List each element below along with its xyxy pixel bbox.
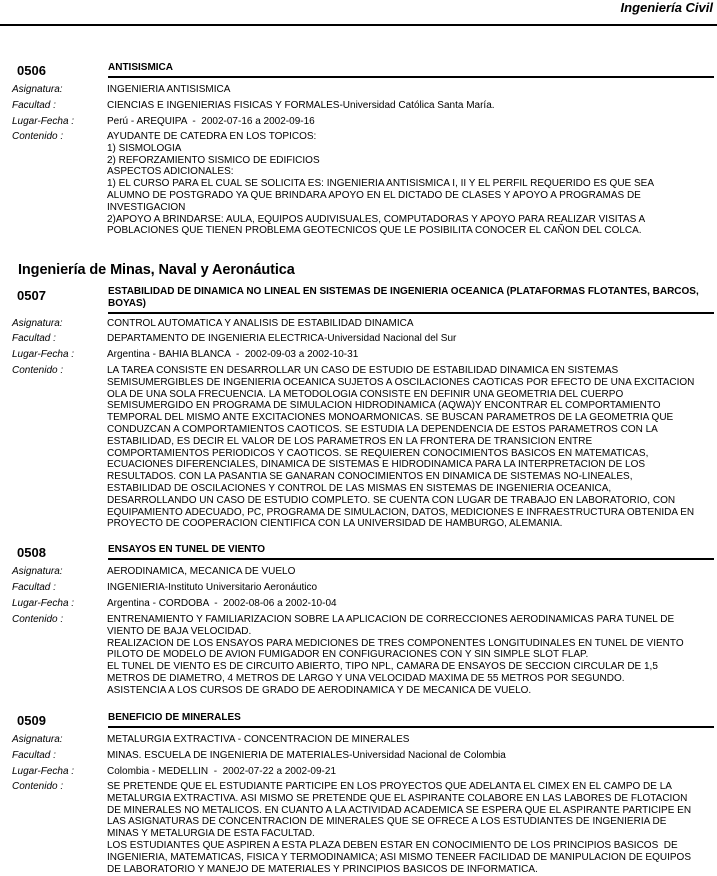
label-facultad: Facultad :	[12, 333, 56, 344]
value-lugar-fecha: Colombia - MEDELLIN - 2002-07-22 a 2002-09-21	[107, 766, 337, 777]
label-contenido: Contenido :	[12, 365, 64, 376]
page-header	[0, 0, 717, 26]
label-contenido: Contenido :	[12, 781, 64, 792]
label-asignatura: Asignatura:	[12, 734, 63, 745]
value-contenido: LA TAREA CONSISTE EN DESARROLLAR UN CASO DE ESTUDIO DE ESTABILIDAD DINAMICA EN SISTEMAS SEMISUMERGIBLES DE INGENIERIA OCEANICA SUJETOS A OSCILACIONES CAOTICAS POR EFECTO DE UNA EXCITACION OLA DE UNA SOLA FRECUENCIA. LA METODOLOGIA CONSISTE EN DEFINIR UNA GEOMETRIA DEL CUERPO SEMISUMERGIDO EN PROGRAMA DE SIMULACION HIDRODINAMICA (AQWA)Y ENCONTRAR EL COMPORTAMIENTO TEMPORAL DEL MISMO ANTE EXCITACIONES MONOARMONICAS. SE BUSCAN PARAMETROS DE LA GEOMETRIA QUE CONDUZCAN A COMPORTAMIENTOS CAOTICOS. SE ESTUDIA LA DEPENDENCIA DE ESTOS PARAMETROS CON LA ESTABILIDAD, ES DECIR EL VALOR DE LOS PARAMETROS EN LA FRONTERA DE TRANSICION ENTRE COMPORTAMIENTOS PERIODICOS Y CAOTICOS. SE REQUIEREN CONOCIMIENTOS BASICOS EN MATEMATICAS, ECUACIONES DIFERENCIALES, DINAMICA DE SISTEMAS E HIDRODINAMICA PARA LA INTERPRETACION DE LOS RESULTADOS. CON LA PASANTIA SE GANARAN CONOCIMIENTOS EN DINAMICA DE SISTEMAS NO-LINEALES, ESTABILIDAD DE OSCILACIONES Y CONTROL DE LAS MISMAS EN SISTEMAS DE INGENIERIA OCEANICA, DESARROLLANDO UN CASO DE ESTUDIO COMPLETO. SE CUENTA CON LUGAR DE TRABAJO EN LABORATORIO, CON EQUIPAMIENTO ADECUADO, PC, PROGRAMA DE SIMULACION, DATOS, MEDICIONES E INFRAESTRUCTURA OBTENIDA EN PROYECTO DE COOPERACION CIENTIFICA CON LA UNIVERSIDAD DE HAMBURGO, ALEMANIA.	[107, 365, 695, 530]
value-contenido: AYUDANTE DE CATEDRA EN LOS TOPICOS: 1) SISMOLOGIA 2) REFORZAMIENTO SISMICO DE EDIFICIOS ASPECTOS ADICIONALES: 1) EL CURSO PARA EL CUAL SE SOLICITA ES: INGENIERIA ANTISISMICA I, II Y EL PERFIL REQUERIDO ES QUE SEA ALUMNO DE POSTGRADO YA QUE BRINDARA APOYO EN EL DICTADO DE CLASES Y APOYO A PROGRAMAS DE INVESTIGACION 2)APOYO A BRINDARSE: AULA, EQUIPOS AUDIVISUALES, COMPUTADORAS Y APOYO PARA REALIZAR VISITAS A POBLACIONES QUE TIENEN PROBLEMA GEOTECNICOS QUE LE POSIBILITA CONOCER EL CAÑON DEL COLCA.	[107, 131, 655, 237]
entry-code: 0509	[17, 713, 46, 728]
value-asignatura: AERODINAMICA, MECANICA DE VUELO	[107, 566, 296, 577]
label-asignatura: Asignatura:	[12, 566, 63, 577]
entry-title: BENEFICIO DE MINERALES	[108, 712, 714, 728]
label-facultad: Facultad :	[12, 582, 56, 593]
value-asignatura: CONTROL AUTOMATICA Y ANALISIS DE ESTABILIDAD DINAMICA	[107, 318, 414, 329]
value-contenido: SE PRETENDE QUE EL ESTUDIANTE PARTICIPE EN LOS PROYECTOS QUE ADELANTA EL CIMEX EN EL CAMPO DE LA METALURGIA EXTRACTIVA. ASI MISMO SE PRETENDE QUE EL ASPIRANTE COLABORE EN LAS LABORES DE FLOTACION DE MINERALES NO METALICOS. EN CUANTO A LA ACTIVIDAD ACADEMICA SE ESPERA QUE EL ASPIRANTE PARTICIPE EN LAS ASIGNATURAS DE CONCENTRACION DE MINERALES QUE SE OFRECE A LOS ESTUDIANTES DE INGENIERIA DE MINAS Y METALURGIA DE ESTA FACULTAD. LOS ESTUDIANTES QUE ASPIREN A ESTA PLAZA DEBEN ESTAR EN CONOCIMIENTO DE LOS PRINCIPIOS BASICOS DE INGENIERIA, MATEMATICAS, FISICA Y TERMODINAMICA; ASI MISMO TENEER FACILIDAD DE MANIPULACION DE EQUIPOS DE LABORATORIO Y MANEJO DE MATERIALES Y PRINCIPIOS BASICOS DE INFORMATICA.	[107, 781, 692, 875]
value-asignatura: INGENIERIA ANTISISMICA	[107, 84, 231, 95]
value-contenido: ENTRENAMIENTO Y FAMILIARIZACION SOBRE LA APLICACION DE CORRECCIONES AERODINAMICAS PARA TUNEL DE VIENTO DE BAJA VELOCIDAD. REALIZACION DE LOS ENSAYOS PARA MEDICIONES DE TRES COMPONENTES LONGITUDINALES EN TUNEL DE VIENTO PILOTO DE MODELO DE AVION FUMIGADOR EN CONFIGURACIONES CON Y SIN SIMPLE SLOT FLAP. EL TUNEL DE VIENTO ES DE CIRCUITO ABIERTO, TIPO NPL, CAMARA DE ENSAYOS DE SECCION CIRCULAR DE 1,5 METROS DE DIAMETRO, 4 METROS DE LARGO Y UNA VELOCIDAD MAXIMA DE 55 METROS POR SEGUNDO. ASISTENCIA A LOS CURSOS DE GRADO DE AERODINAMICA Y DE MECANICA DE VUELO.	[107, 614, 684, 696]
label-lugar-fecha: Lugar-Fecha :	[12, 116, 75, 127]
value-facultad: MINAS. ESCUELA DE INGENIERIA DE MATERIALES-Universidad Nacional de Colombia	[107, 750, 506, 761]
entry-code: 0507	[17, 288, 46, 303]
value-asignatura: METALURGIA EXTRACTIVA - CONCENTRACION DE MINERALES	[107, 734, 410, 745]
label-facultad: Facultad :	[12, 100, 56, 111]
header-title: Ingeniería Civil	[620, 0, 713, 15]
label-asignatura: Asignatura:	[12, 318, 63, 329]
label-facultad: Facultad :	[12, 750, 56, 761]
label-contenido: Contenido :	[12, 131, 64, 142]
label-contenido: Contenido :	[12, 614, 64, 625]
section-heading: Ingeniería de Minas, Naval y Aeronáutica	[18, 262, 295, 278]
entry-title: ANTISISMICA	[108, 62, 714, 78]
value-lugar-fecha: Argentina - CORDOBA - 2002-08-06 a 2002-10-04	[107, 598, 337, 609]
label-lugar-fecha: Lugar-Fecha :	[12, 766, 75, 777]
entry-title: ESTABILIDAD DE DINAMICA NO LINEAL EN SISTEMAS DE INGENIERIA OCEANICA (PLATAFORMAS FLOTANTES, BARCOS, BOYAS)	[108, 286, 714, 314]
value-facultad: CIENCIAS E INGENIERIAS FISICAS Y FORMALES-Universidad Católica Santa María.	[107, 100, 495, 111]
entry-code: 0508	[17, 545, 46, 560]
label-asignatura: Asignatura:	[12, 84, 63, 95]
entry-code: 0506	[17, 63, 46, 78]
value-facultad: DEPARTAMENTO DE INGENIERIA ELECTRICA-Universidad Nacional del Sur	[107, 333, 457, 344]
value-lugar-fecha: Argentina - BAHIA BLANCA - 2002-09-03 a 2002-10-31	[107, 349, 359, 360]
value-facultad: INGENIERIA-Instituto Universitario Aeronáutico	[107, 582, 318, 593]
value-lugar-fecha: Perú - AREQUIPA - 2002-07-16 a 2002-09-16	[107, 116, 315, 127]
label-lugar-fecha: Lugar-Fecha :	[12, 598, 75, 609]
entry-title: ENSAYOS EN TUNEL DE VIENTO	[108, 544, 714, 560]
label-lugar-fecha: Lugar-Fecha :	[12, 349, 75, 360]
